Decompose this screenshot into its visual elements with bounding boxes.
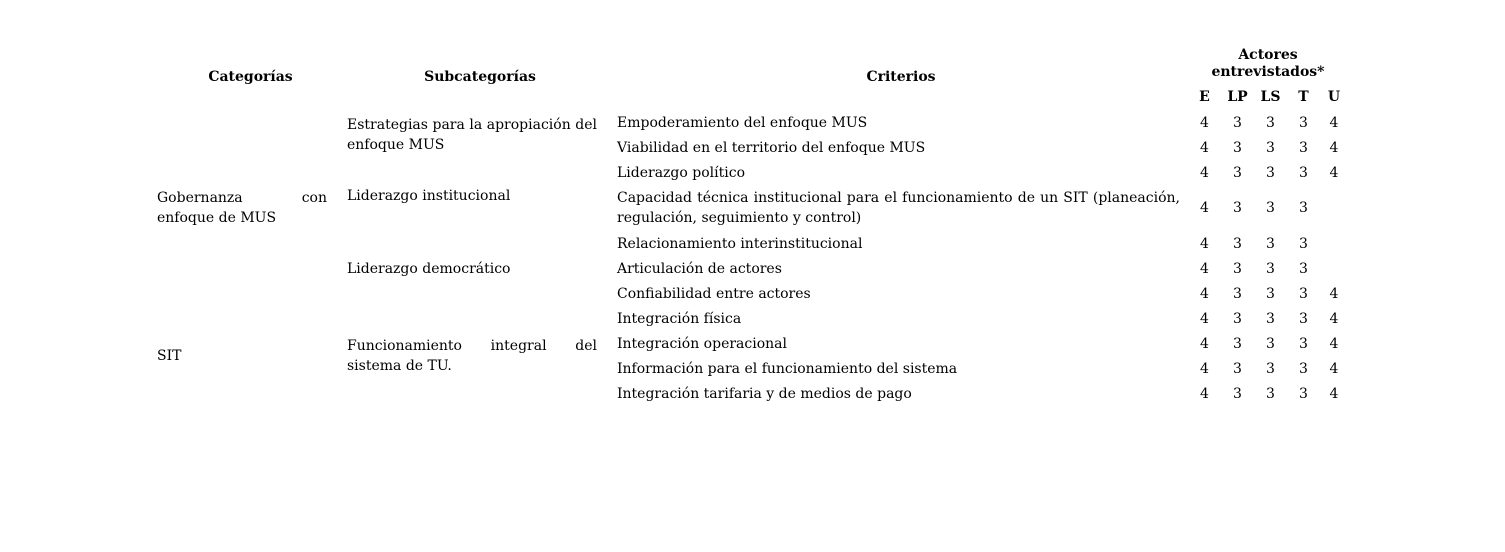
value-cell-t: 3 — [1299, 360, 1308, 377]
header-criterios: Criterios — [866, 69, 936, 85]
value-cell-t: 3 — [1299, 335, 1308, 352]
criterion-cell: Empoderamiento del enfoque MUS — [617, 114, 868, 131]
subcategory-cell: Estrategias para la apropiación del enfoque MUS — [347, 117, 597, 153]
value-cell-e: 4 — [1200, 260, 1209, 277]
criterion-cell: Capacidad técnica institucional para el funcionamiento de un SIT (planeación, regulación, seguimiento y control) — [617, 190, 1180, 226]
value-cell-lp: 3 — [1233, 164, 1242, 181]
value-cell-ls: 3 — [1266, 335, 1275, 352]
value-cell-lp: 3 — [1233, 385, 1242, 402]
category-cell: Gobernanza con enfoque de MUS — [157, 190, 327, 226]
header-actores-entrevistados: Actores entrevistados* — [1211, 47, 1325, 80]
subcategory-cell: Liderazgo institucional — [347, 187, 511, 204]
value-cell-e: 4 — [1200, 235, 1209, 252]
value-cell-ls: 3 — [1266, 235, 1275, 252]
value-cell-u — [1320, 231, 1348, 256]
criterion-cell: Articulación de actores — [617, 260, 782, 277]
criterion-cell: Liderazgo político — [617, 164, 745, 181]
value-cell-t: 3 — [1299, 139, 1308, 156]
value-cell-t: 3 — [1299, 164, 1308, 181]
subcategory-cell: Funcionamiento integral del sistema de TU. — [347, 338, 597, 374]
header-actor-e: E — [1199, 89, 1210, 105]
value-cell-t: 3 — [1299, 385, 1308, 402]
value-cell-e: 4 — [1200, 310, 1209, 327]
criterion-cell: Viabilidad en el territorio del enfoque MUS — [617, 139, 926, 156]
subcategory-cell: Liderazgo democrático — [347, 260, 511, 277]
value-cell-u — [1320, 256, 1348, 281]
value-cell-u: 4 — [1329, 360, 1339, 377]
value-cell-e: 4 — [1200, 164, 1209, 181]
value-cell-e: 4 — [1200, 360, 1209, 377]
value-cell-lp: 3 — [1233, 335, 1242, 352]
value-cell-e: 4 — [1200, 385, 1209, 402]
value-cell-e: 4 — [1200, 200, 1209, 216]
header-actor-lp: LP — [1227, 89, 1248, 105]
criterion-cell: Integración física — [617, 310, 742, 327]
criterion-cell: Integración tarifaria y de medios de pago — [617, 385, 912, 402]
value-cell-e: 4 — [1200, 114, 1209, 131]
header-subcategorias: Subcategorías — [424, 69, 536, 85]
value-cell-t: 3 — [1299, 310, 1308, 327]
value-cell-t: 3 — [1299, 114, 1308, 131]
value-cell-lp: 3 — [1233, 235, 1242, 252]
value-cell-u: 4 — [1329, 335, 1339, 352]
value-cell-u: 4 — [1329, 114, 1339, 131]
header-actor-t: T — [1298, 89, 1309, 105]
value-cell-u: 4 — [1329, 164, 1339, 181]
criterion-cell: Relacionamiento interinstitucional — [617, 235, 863, 252]
table-body — [155, 110, 1348, 406]
value-cell-ls: 3 — [1266, 360, 1275, 377]
document-page — [0, 44, 1505, 552]
value-cell-t: 3 — [1299, 200, 1308, 216]
value-cell-lp: 3 — [1233, 360, 1242, 377]
table-row — [155, 306, 1348, 331]
value-cell-e: 4 — [1200, 335, 1209, 352]
value-cell-e: 4 — [1200, 285, 1209, 302]
value-cell-ls: 3 — [1266, 285, 1275, 302]
value-cell-t: 3 — [1299, 260, 1308, 277]
value-cell-t: 3 — [1299, 285, 1308, 302]
value-cell-e: 4 — [1200, 139, 1209, 156]
value-cell-lp: 3 — [1233, 285, 1242, 302]
value-cell-t: 3 — [1299, 235, 1308, 252]
value-cell-lp: 3 — [1233, 139, 1242, 156]
value-cell-u: 4 — [1329, 285, 1339, 302]
value-cell-ls: 3 — [1266, 260, 1275, 277]
table-row — [155, 110, 1348, 135]
criterion-cell: Confiabilidad entre actores — [617, 285, 811, 302]
value-cell-u — [1320, 185, 1348, 231]
value-cell-ls: 3 — [1266, 310, 1275, 327]
header-actor-ls: LS — [1260, 89, 1281, 105]
value-cell-ls: 3 — [1266, 139, 1275, 156]
value-cell-lp: 3 — [1233, 114, 1242, 131]
criteria-table — [155, 44, 1348, 406]
value-cell-ls: 3 — [1266, 164, 1275, 181]
header-row-main — [155, 44, 1348, 84]
category-cell: SIT — [157, 348, 182, 364]
table-header — [155, 44, 1348, 110]
value-cell-u: 4 — [1329, 139, 1339, 156]
value-cell-u: 4 — [1329, 385, 1339, 402]
header-categorias: Categorías — [208, 69, 293, 85]
value-cell-lp: 3 — [1233, 200, 1242, 216]
header-actor-u: U — [1327, 89, 1341, 105]
value-cell-u: 4 — [1329, 310, 1339, 327]
criterion-cell: Integración operacional — [617, 335, 787, 352]
value-cell-ls: 3 — [1266, 385, 1275, 402]
value-cell-lp: 3 — [1233, 260, 1242, 277]
criterion-cell: Información para el funcionamiento del sistema — [617, 360, 958, 377]
value-cell-ls: 3 — [1266, 114, 1275, 131]
value-cell-ls: 3 — [1266, 200, 1275, 216]
value-cell-lp: 3 — [1233, 310, 1242, 327]
